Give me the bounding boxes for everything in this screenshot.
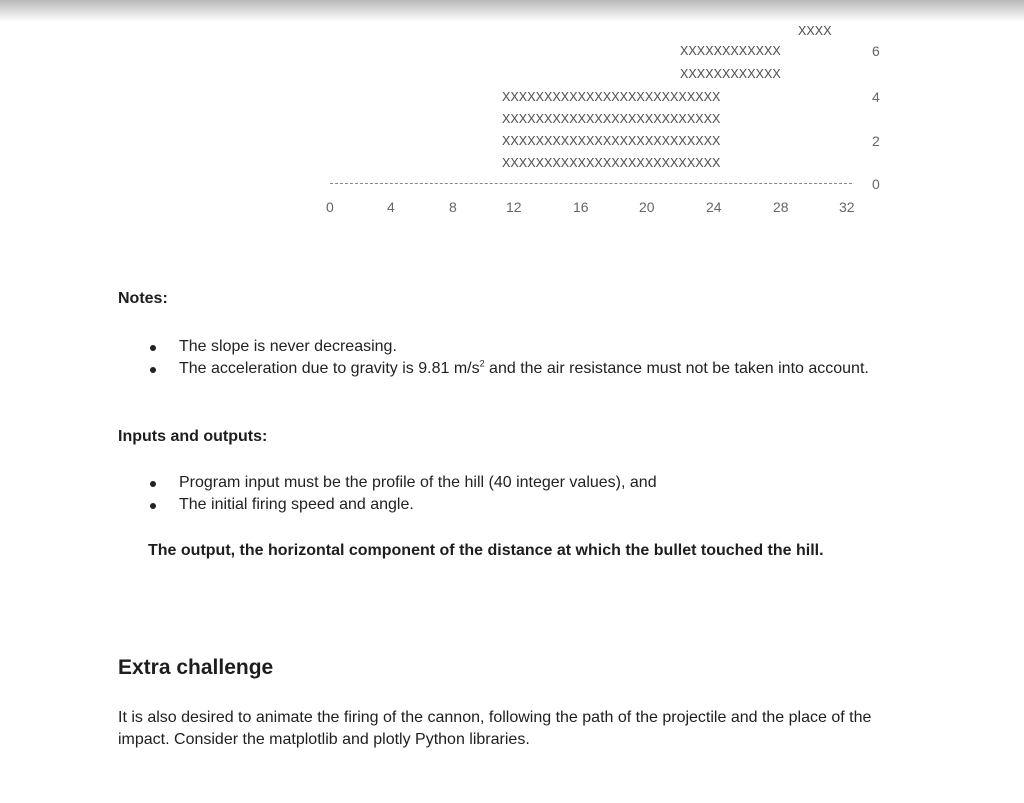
io-heading: Inputs and outputs: — [118, 428, 268, 445]
io-list — [150, 472, 910, 516]
extra-challenge-title: Extra challenge — [118, 656, 274, 679]
x-tick: 12 — [506, 199, 522, 215]
y-tick: 2 — [872, 133, 880, 149]
extra-challenge-text: It is also desired to animate the firing of the cannon, following the path of the projectile and the place of the impact. Consider the matplotlib and plotly Python libraries. — [118, 709, 872, 748]
hill-row: XXXXXXXXXXXX — [680, 67, 781, 83]
list-item-text: Program input must be the profile of the hill (40 integer values), and — [179, 474, 657, 491]
list-item — [150, 358, 910, 380]
notes-heading: Notes: — [118, 290, 168, 307]
x-tick: 8 — [449, 199, 457, 215]
y-tick: 4 — [872, 89, 880, 105]
list-item — [150, 336, 910, 358]
ground-line — [330, 183, 852, 184]
x-tick: 20 — [639, 199, 655, 215]
x-tick: 28 — [773, 199, 789, 215]
x-tick: 4 — [387, 199, 395, 215]
x-tick: 32 — [839, 199, 855, 215]
notes-list — [150, 336, 910, 380]
list-item-text: The acceleration due to gravity is 9.81 m/s — [179, 360, 480, 377]
hill-row: XXXXXXXXXXXXXXXXXXXXXXXXXX — [502, 134, 721, 150]
hill-row: XXXXXXXXXXXXXXXXXXXXXXXXXX — [502, 90, 721, 106]
x-tick: 0 — [326, 199, 334, 215]
bullet-icon — [150, 481, 156, 487]
hill-row: XXXX — [798, 24, 832, 40]
output-note: The output, the horizontal component of the distance at which the bullet touched the hill. — [148, 542, 824, 559]
bullet-icon — [150, 367, 156, 373]
superscript: 2 — [479, 358, 485, 369]
bullet-icon — [150, 345, 156, 351]
list-item — [150, 472, 910, 494]
hill-row: XXXXXXXXXXXXXXXXXXXXXXXXXX — [502, 156, 721, 172]
list-item-text: The initial firing speed and angle. — [179, 496, 414, 513]
y-tick: 0 — [872, 176, 880, 192]
hill-row: XXXXXXXXXXXXXXXXXXXXXXXXXX — [502, 112, 721, 128]
hill-row: XXXXXXXXXXXX — [680, 44, 781, 60]
bullet-icon — [150, 503, 156, 509]
list-item — [150, 494, 910, 516]
x-tick: 24 — [706, 199, 722, 215]
x-tick: 16 — [573, 199, 589, 215]
y-tick: 6 — [872, 43, 880, 59]
hill-profile-figure — [0, 0, 1024, 240]
list-item-text: and the air resistance must not be taken into account. — [484, 360, 869, 377]
list-item-text: The slope is never decreasing. — [179, 338, 397, 355]
